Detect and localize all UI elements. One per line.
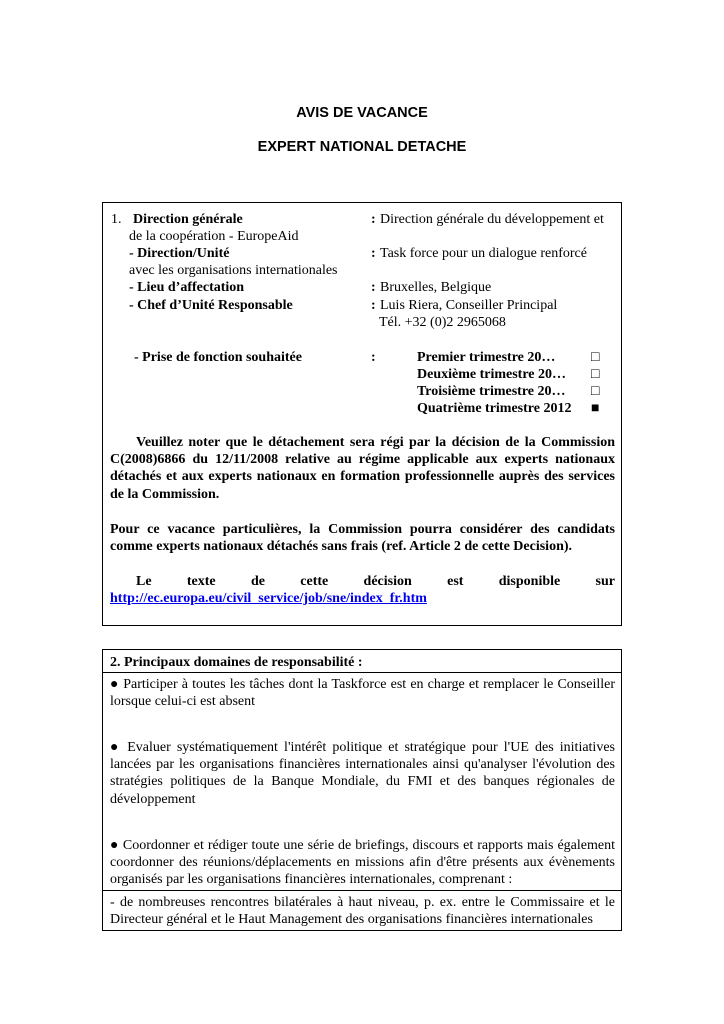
unit-label: - Direction/Unité xyxy=(129,246,230,261)
responsibility-item: ● Evaluer systématiquement l'intérêt politique et stratégique pour l'UE des initiatives lancées par les organisations financières internationales ainsi qu'analyser l'évolution des stratégies politiques de la Banque Mondiale, du FMI et des banques régionales de développement xyxy=(110,740,615,807)
section-divider xyxy=(103,672,621,673)
head-of-unit-label: - Chef d’Unité Responsable xyxy=(129,298,293,313)
unit-colon: : xyxy=(371,246,376,261)
head-of-unit-colon: : xyxy=(371,298,376,313)
document-subtitle: EXPERT NATIONAL DETACHE xyxy=(257,139,467,155)
dg-colon: : xyxy=(371,212,376,227)
section-divider xyxy=(103,890,621,891)
responsibility-item: ● Coordonner et rédiger toute une série de briefings, discours et rapports mais également coordonner des réunions/déplacements en missions afin d'être présents aux évènements organisés par les organisations financières internationales, comprenant : xyxy=(110,838,615,888)
dg-value-continued: de la coopération - EuropeAid xyxy=(129,229,299,244)
decision-availability-note: Le texte de cette décision est disponible sur xyxy=(136,574,615,589)
quarter-option: Premier trimestre 20… xyxy=(417,350,556,365)
head-of-unit-phone: Tél. +32 (0)2 2965068 xyxy=(379,315,506,330)
section-1-box xyxy=(102,202,622,626)
checkbox-icon: □ xyxy=(591,367,600,382)
checkbox-icon: □ xyxy=(591,384,600,399)
dg-value: Direction générale du développement et xyxy=(380,212,604,227)
responsibility-item: ● Participer à toutes les tâches dont la Taskforce est en charge et remplacer le Conseiller lorsque celui-ci est absent xyxy=(110,677,615,710)
document-title: AVIS DE VACANCE xyxy=(296,105,428,121)
quarter-option: Troisième trimestre 20… xyxy=(417,384,566,399)
decision-link[interactable]: http://ec.europa.eu/civil_service/job/sne/index_fr.htm xyxy=(110,591,427,606)
responsibility-subitem: - de nombreuses rencontres bilatérales à haut niveau, p. ex. entre le Commissaire et le Directeur général et le Haut Management des organisations financières internationales xyxy=(110,895,615,928)
dg-label: Direction générale xyxy=(133,212,243,227)
cost-free-note: Pour ce vacance particulières, la Commission pourra considérer des candidats comme experts nationaux détachés sans frais (ref. Article 2 de cette Decision). xyxy=(110,522,615,555)
section-2-box xyxy=(102,649,622,931)
unit-value: Task force pour un dialogue renforcé xyxy=(380,246,587,261)
location-value: Bruxelles, Belgique xyxy=(380,280,492,295)
section-2-title: 2. Principaux domaines de responsabilité : xyxy=(110,655,363,670)
checkbox-icon: □ xyxy=(591,350,600,365)
quarter-option: Quatrième trimestre 2012 xyxy=(417,401,572,416)
checkbox-icon: ■ xyxy=(591,401,600,416)
section-1-number: 1. xyxy=(111,212,122,227)
regulation-note: Veuillez noter que le détachement sera régi par la décision de la Commission C(2008)6866 du 12/11/2008 relative au régime applicable aux experts nationaux détachés et aux experts nationaux en formation professionnelle auprès des services de la Commission. xyxy=(110,435,615,502)
location-label: - Lieu d’affectation xyxy=(129,280,245,295)
unit-value-continued: avec les organisations internationales xyxy=(129,263,338,278)
location-colon: : xyxy=(371,280,376,295)
start-date-colon: : xyxy=(371,350,376,365)
quarter-option: Deuxième trimestre 20… xyxy=(417,367,567,382)
start-date-label: - Prise de fonction souhaitée xyxy=(134,350,302,365)
head-of-unit-value: Luis Riera, Conseiller Principal xyxy=(380,298,558,313)
